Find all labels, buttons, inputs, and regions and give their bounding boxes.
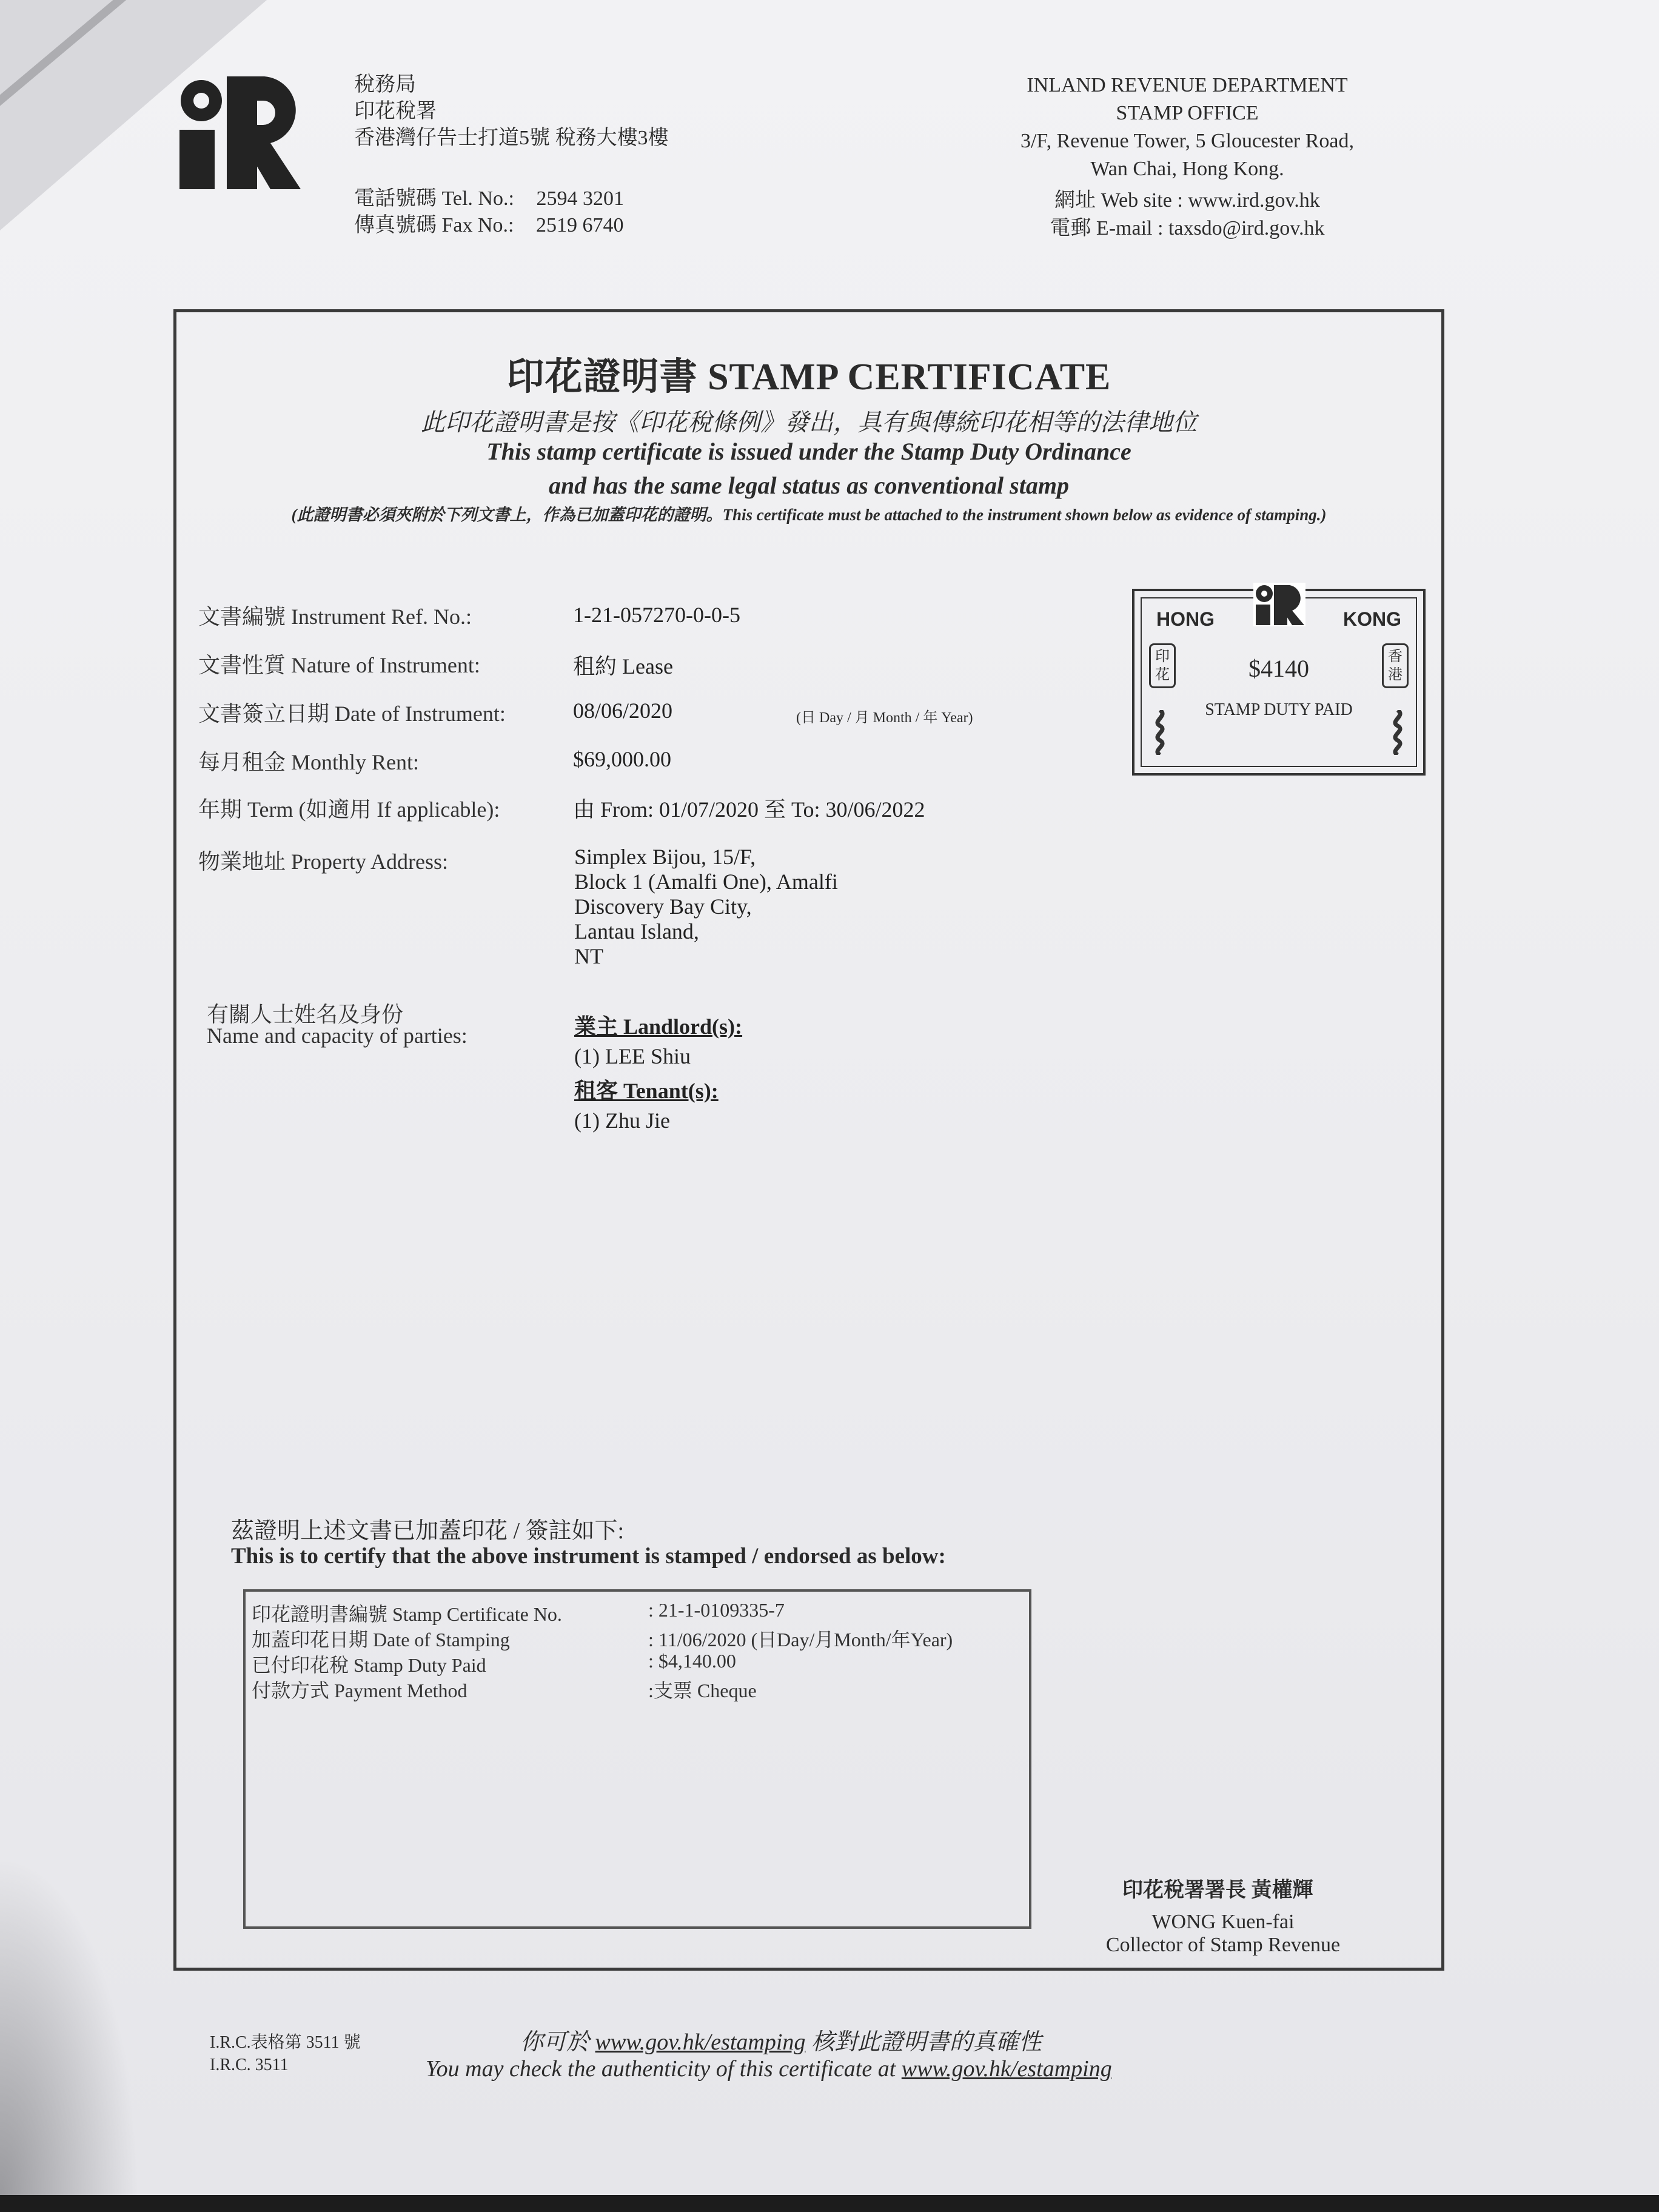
intro-en-line-1: This stamp certificate is issued under the Stamp Duty Ordinance (486, 438, 1131, 465)
office-name-en: STAMP OFFICE (1116, 102, 1259, 124)
date-label: 文書簽立日期 Date of Instrument: (198, 702, 506, 726)
intro-en-line-2: and has the same legal status as conventional stamp (549, 472, 1069, 499)
address-line: Block 1 (Amalfi One), Amalfi (574, 870, 838, 894)
office-name-zh: 印花稅署 (354, 100, 437, 122)
certificate-title: 印花證明書 STAMP CERTIFICATE (506, 357, 1111, 398)
parties-label-zh: 有關人士姓名及身份 (207, 1002, 404, 1027)
tenant-heading: 租客 Tenant(s): (574, 1079, 719, 1103)
address-line: Simplex Bijou, 15/F, (574, 845, 756, 869)
ird-logo-icon (179, 76, 301, 189)
verify-note-zh (520, 2023, 1042, 2056)
website: 網址 Web site : www.ird.gov.hk (1054, 189, 1320, 212)
endorsement-box (243, 1589, 1031, 1929)
address-zh: 香港灣仔告士打道5號 稅務大樓3樓 (354, 127, 669, 149)
seal-right: 香港 (1382, 643, 1409, 688)
collector-title-zh: 印花稅署署長 黃權輝 (1122, 1879, 1313, 1902)
cert-no-value: : 21-1-0109335-7 (648, 1599, 785, 1621)
nature-label: 文書性質 Nature of Instrument: (198, 653, 480, 677)
certify-en: This is to certify that the above instrument is stamped / endorsed as below: (231, 1544, 946, 1569)
landlord-name: (1) LEE Shiu (574, 1044, 691, 1068)
parties-label-en: Name and capacity of parties: (207, 1024, 468, 1048)
stamping-date-label: 加蓋印花日期 Date of Stamping (252, 1629, 510, 1651)
duty-paid-value: : $4,140.00 (648, 1650, 736, 1672)
payment-method-value: :支票 Cheque (648, 1680, 757, 1701)
address-line-1: 3/F, Revenue Tower, 5 Gloucester Road, (1020, 130, 1354, 152)
stamp-duty-paid-box (1132, 589, 1426, 776)
fax-value: 2519 6740 (536, 214, 624, 236)
stamp-kong: KONG (1343, 608, 1401, 630)
rent-value: $69,000.00 (573, 747, 671, 771)
certify-zh: 茲證明上述文書已加蓋印花 / 簽註如下: (231, 1518, 625, 1544)
tel-value: 2594 3201 (536, 187, 624, 210)
duty-paid-label: 已付印花稅 Stamp Duty Paid (252, 1654, 486, 1676)
verify-en-pre: You may check the authenticity of this certificate at (426, 2056, 902, 2082)
tenant-name: (1) Zhu Jie (574, 1108, 670, 1133)
stamping-date-value: : 11/06/2020 (日Day/月Month/年Year) (648, 1629, 953, 1651)
fax (354, 212, 669, 239)
rent-label: 每月租金 Monthly Rent: (198, 750, 420, 774)
ref-label: 文書編號 Instrument Ref. No.: (198, 605, 472, 629)
form-number-zh: I.R.C.表格第 3511 號 (210, 2033, 361, 2052)
date-format: (日 Day / 月 Month / 年 Year) (796, 710, 973, 726)
dept-name-en: INLAND REVENUE DEPARTMENT (1027, 74, 1348, 96)
ref-value: 1-21-057270-0-0-5 (573, 603, 740, 627)
address-line: Lantau Island, (574, 919, 699, 943)
payment-method-label: 付款方式 Payment Method (252, 1680, 468, 1701)
intro-note: (此證明書必須夾附於下列文書上，作為已加蓋印花的證明。This certificate must be attached to the instrument shown below as evidence of stamping.) (291, 506, 1327, 524)
stamp-hong: HONG (1156, 608, 1215, 630)
telephone (354, 186, 669, 212)
form-number-en: I.R.C. 3511 (210, 2056, 289, 2074)
office-address-zh (354, 72, 669, 239)
landlord-heading: 業主 Landlord(s): (574, 1014, 743, 1039)
verify-link-zh[interactable]: www.gov.hk/estamping (595, 2029, 806, 2055)
verify-zh-post: 核對此證明書的真確性 (811, 2029, 1042, 2055)
dept-name-zh: 稅務局 (354, 73, 416, 96)
collector-name: WONG Kuen-fai (1151, 1911, 1295, 1933)
nature-value: 租約 Lease (573, 654, 673, 679)
stamp-amount: $4140 (1248, 655, 1309, 682)
address-line-2: Wan Chai, Hong Kong. (1090, 158, 1284, 180)
ird-logo-small-icon (1253, 583, 1305, 626)
property-address (574, 845, 838, 969)
office-address-en (957, 72, 1418, 243)
collector-title-en: Collector of Stamp Revenue (1105, 1934, 1341, 1956)
term-label: 年期 Term (如適用 If applicable): (198, 797, 500, 822)
stamp-certificate (173, 309, 1444, 1971)
seal-left: 印花 (1149, 643, 1176, 688)
stamp-duty-paid-label: STAMP DUTY PAID (1205, 700, 1353, 719)
address-line: NT (574, 944, 603, 968)
tel-label: 電話號碼 Tel. No.: (354, 187, 514, 210)
address-line: Discovery Bay City, (574, 894, 752, 919)
verify-zh-pre: 你可於 (520, 2029, 595, 2055)
email: 電郵 E-mail : taxsdo@ird.gov.hk (1050, 217, 1325, 240)
intro-zh: 此印花證明書是按《印花稅條例》發出，具有與傳統印花相等的法律地位 (421, 409, 1197, 436)
term-value: 由 From: 01/07/2020 至 To: 30/06/2022 (573, 797, 925, 822)
fax-label: 傳真號碼 Fax No.: (354, 214, 514, 236)
shadow (0, 1855, 139, 2195)
cert-no-label: 印花證明書編號 Stamp Certificate No. (252, 1603, 562, 1625)
verify-link-en[interactable]: www.gov.hk/estamping (901, 2056, 1112, 2082)
verify-note-en (426, 2056, 1112, 2082)
date-value: 08/06/2020 (573, 699, 673, 723)
address-label: 物業地址 Property Address: (198, 850, 448, 874)
